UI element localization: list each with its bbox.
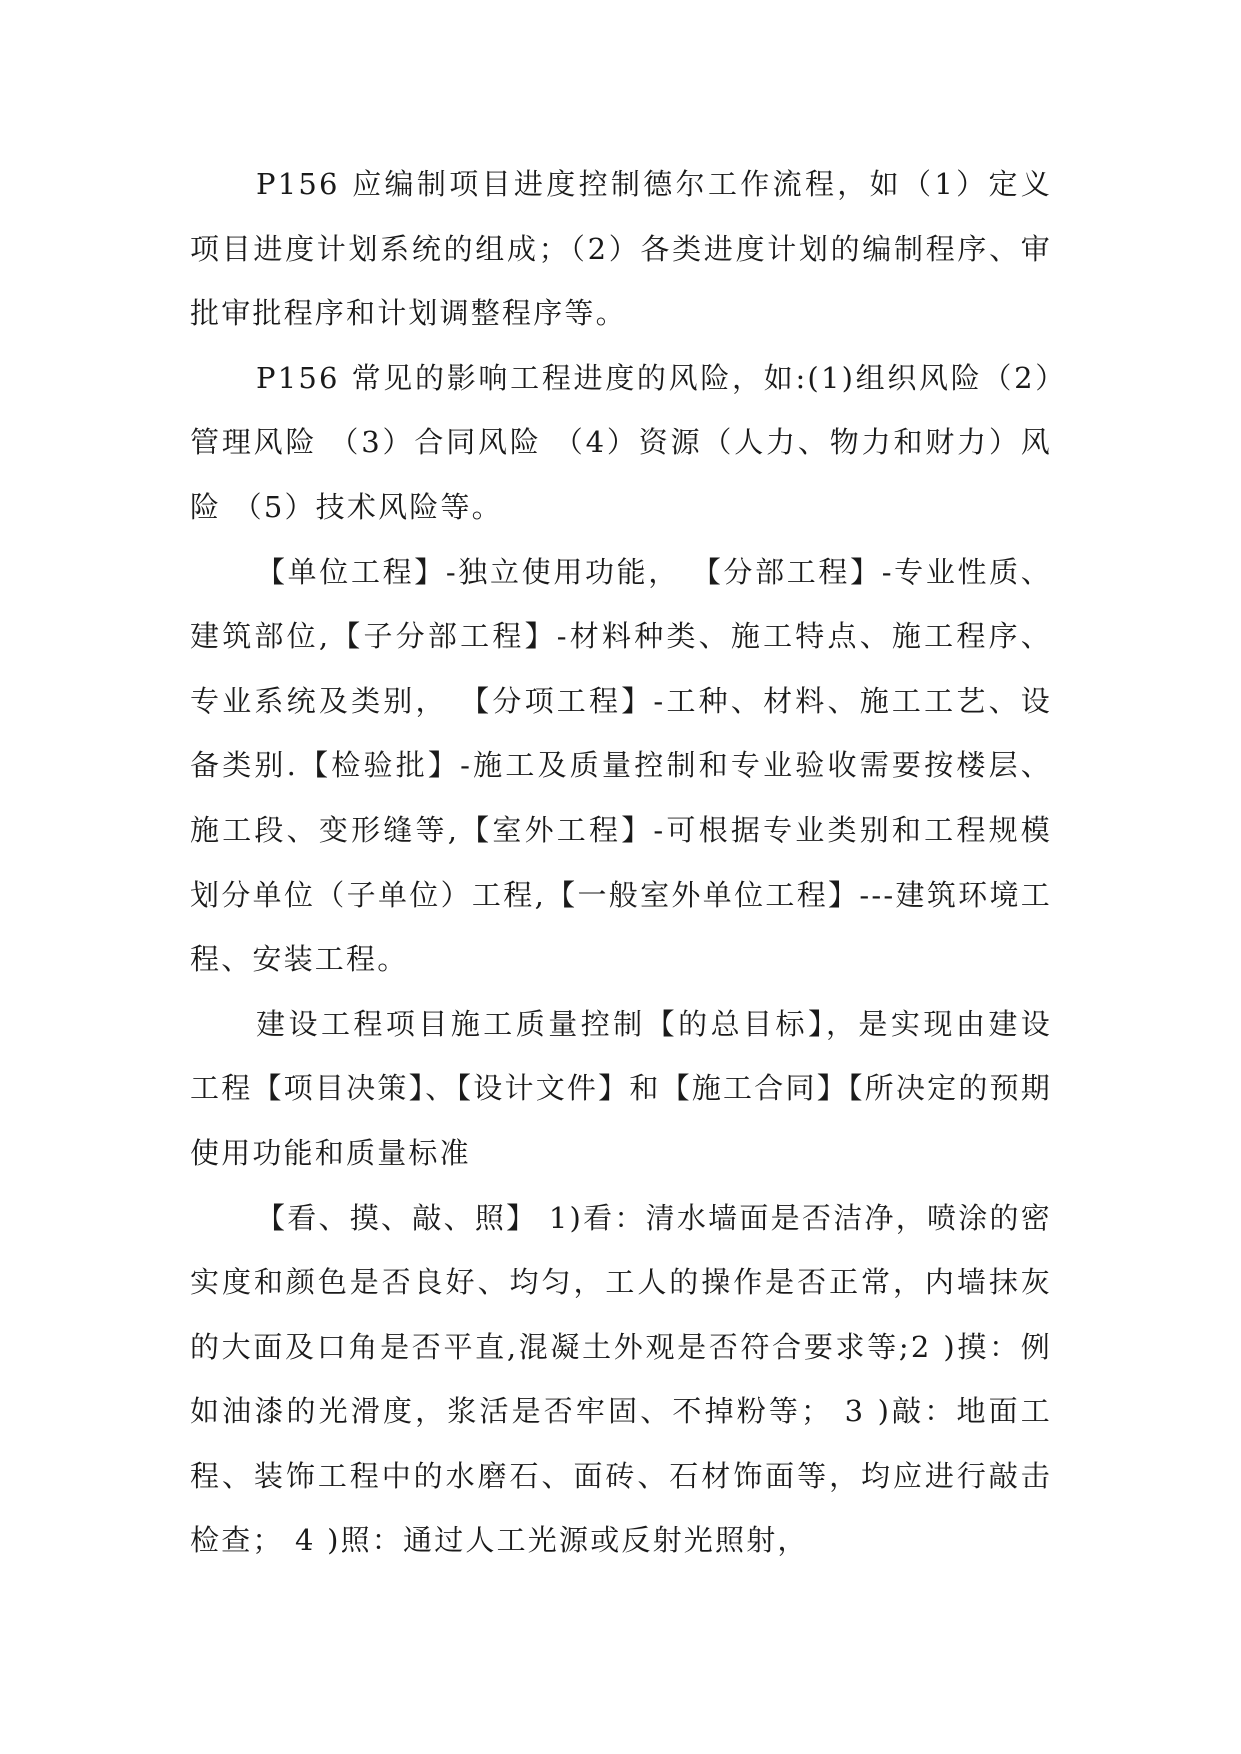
paragraph-quality-goal: 建设工程项目施工质量控制【的总目标】，是实现由建设工程【项目决策】、【设计文件】和【施工合同】【所决定的预期使用功能和质量标准 [190, 1006, 1052, 1170]
document-body [190, 152, 1052, 1573]
paragraph-schedule-risks: P156 常见的影响工程进度的风险，如:(1)组织风险（2）管理风险 （3）合同风险 （4）资源（人力、物力和财力）风险 （5）技术风险等。 [190, 360, 1052, 524]
paragraph-schedule-workflow: P156 应编制项目进度控制德尔工作流程，如（1）定义项目进度计划系统的组成；（2）各类进度计划的编制程序、审批审批程序和计划调整程序等。 [190, 167, 1052, 331]
paragraph-inspection-methods: 【看、摸、敲、照】 1)看：清水墙面是否洁净，喷涂的密实度和颜色是否良好、均匀，工人的操作是否正常，内墙抹灰的大面及口角是否平直,混凝土外观是否符合要求等;2 )摸：例如油漆的光滑度，浆活是否牢固、不掉粉等； 3 )敲：地面工程、装饰工程中的水磨石、面砖、石材饰面等，均应进行敲击检查； 4 )照：通过人工光源或反射光照射， [190, 1200, 1052, 1558]
paragraph-project-division: 【单位工程】-独立使用功能， 【分部工程】-专业性质、建筑部位,【子分部工程】-材料种类、施工特点、施工程序、专业系统及类别， 【分项工程】-工种、材料、施工工艺、设备类别.【检验批】-施工及质量控制和专业验收需要按楼层、施工段、变形缝等,【室外工程】-可根据专业类别和工程规模划分单位（子单位）工程,【一般室外单位工程】---建筑环境工程、安装工程。 [190, 554, 1052, 977]
